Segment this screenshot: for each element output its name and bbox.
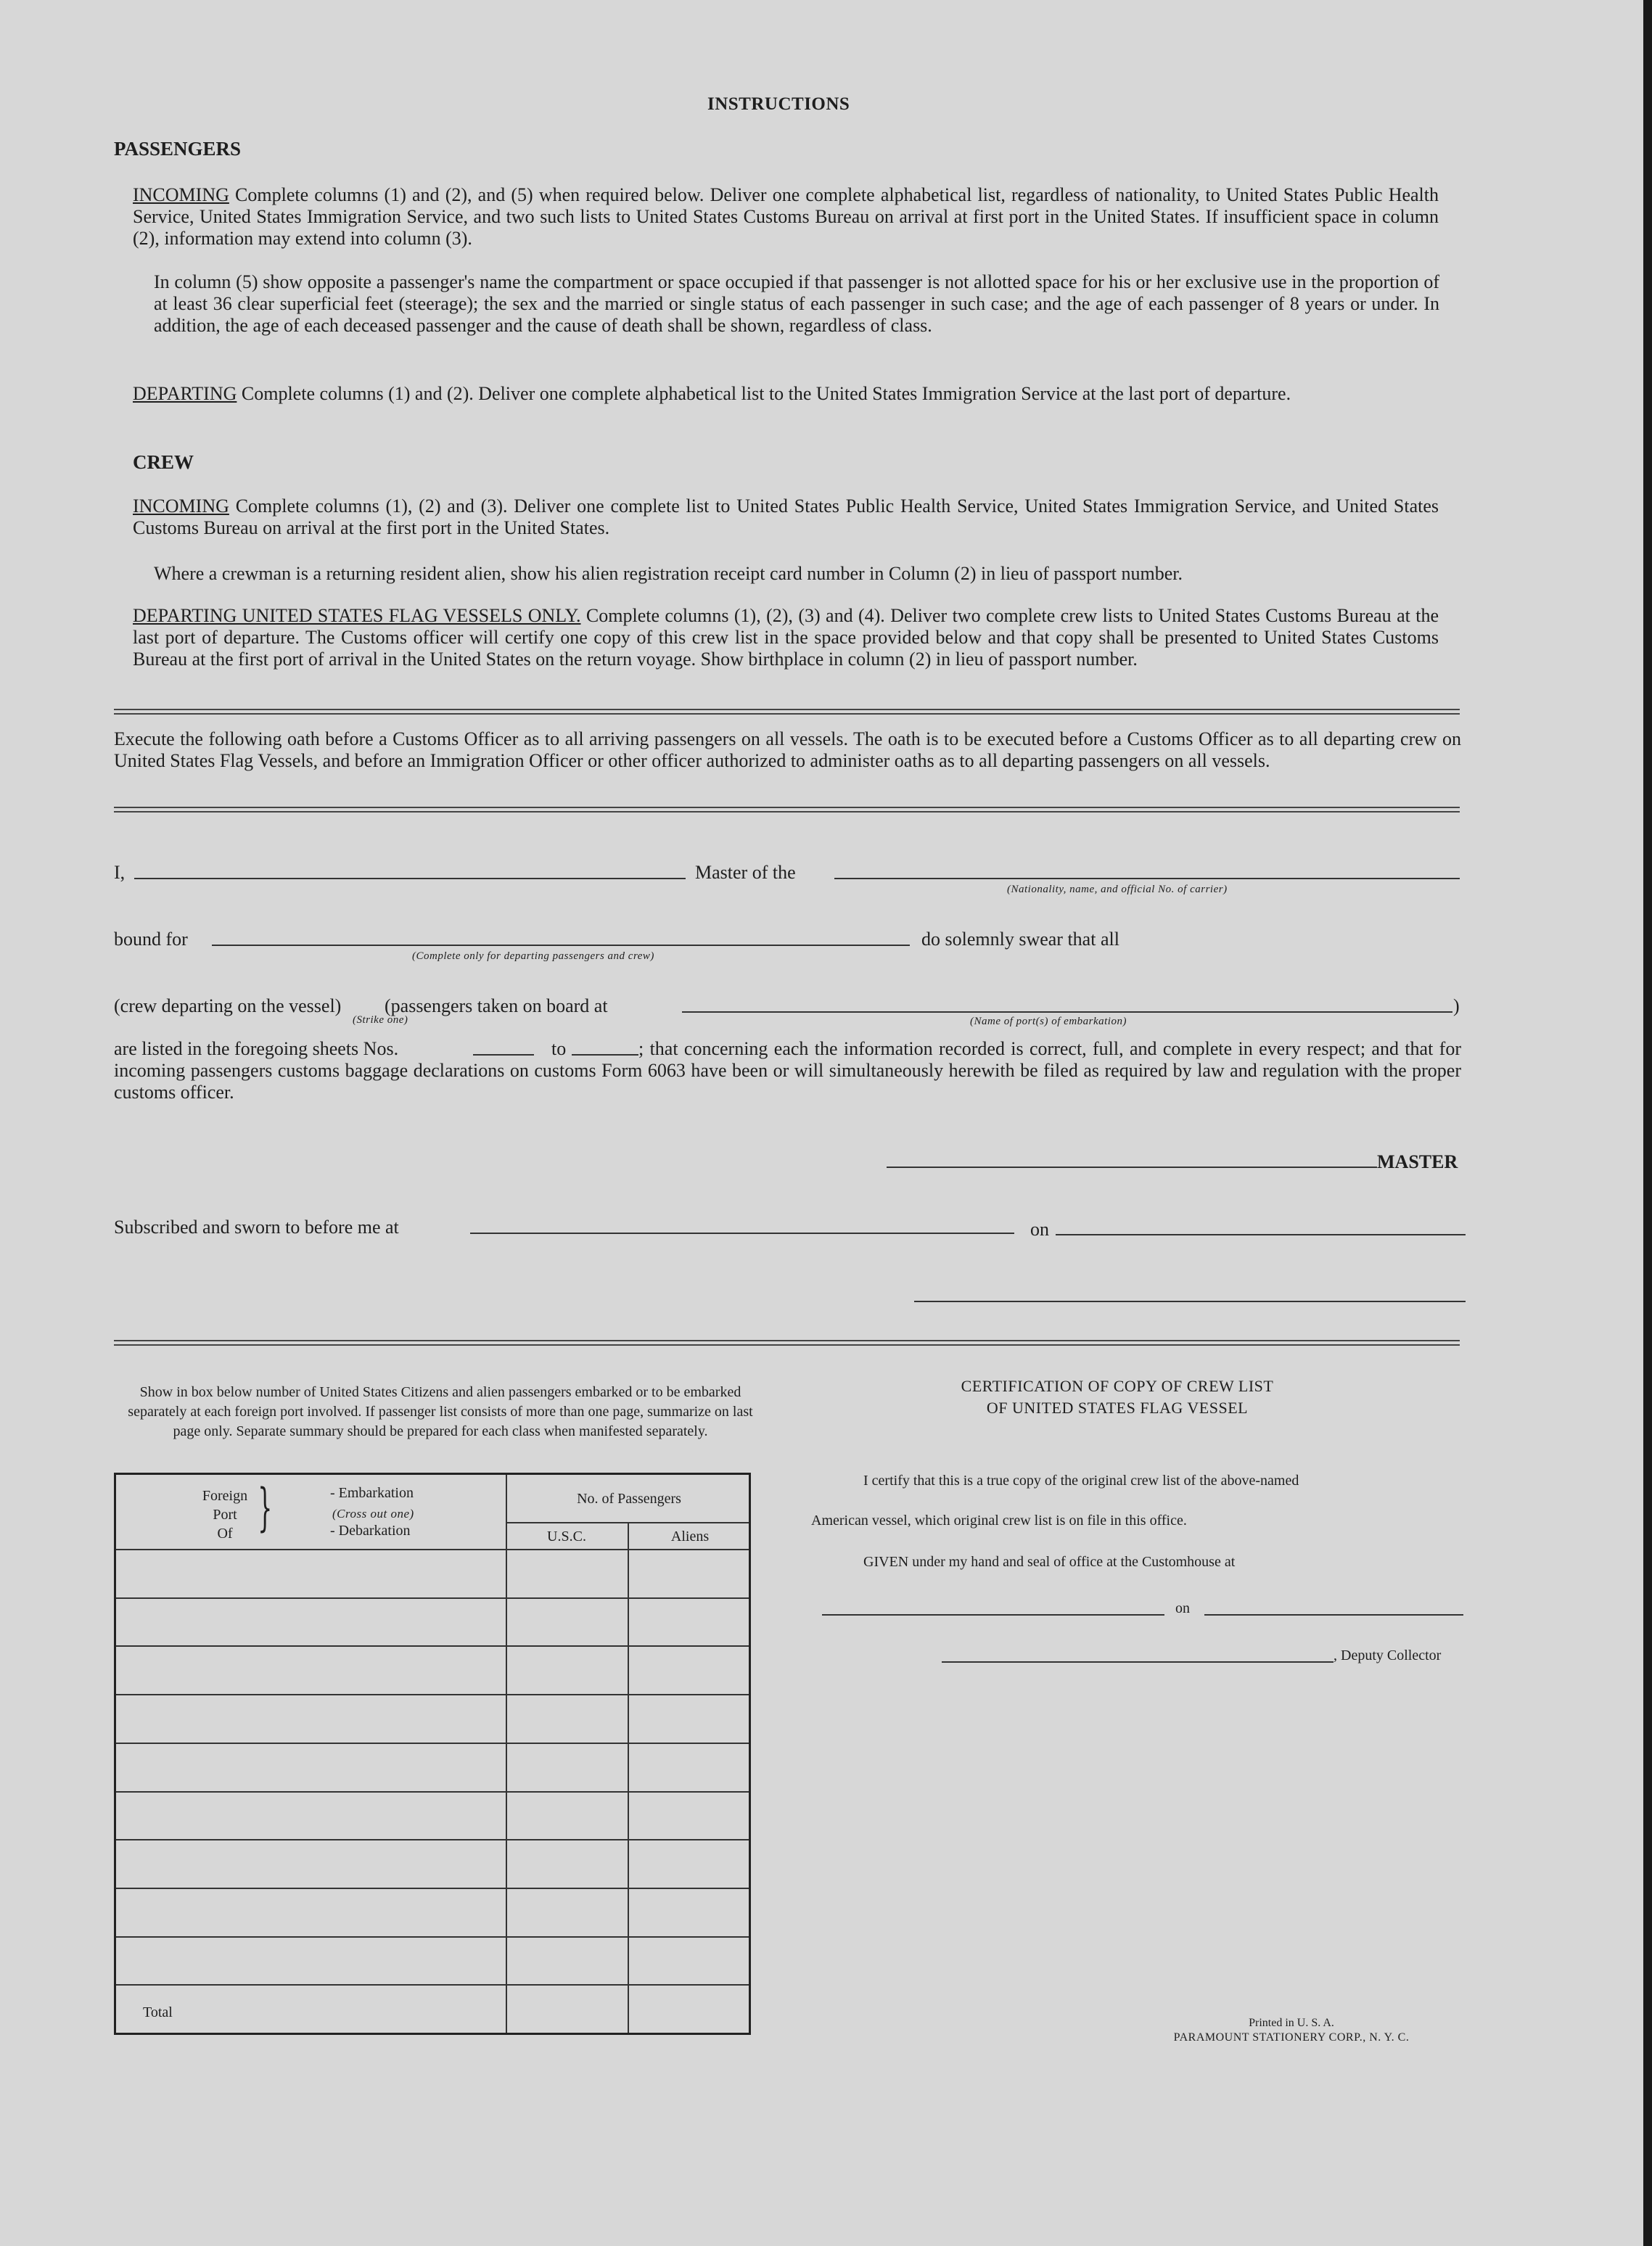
embarkation-port-hint: (Name of port(s) of embarkation) (970, 1016, 1127, 1027)
master-of-the-label: Master of the (695, 862, 796, 883)
listed-sheets-label: are listed in the foregoing sheets Nos. (114, 1038, 399, 1059)
printer-line2: PARAMOUNT STATIONERY CORP., N. Y. C. (1173, 2031, 1410, 2044)
strike-one-hint: (Strike one) (353, 1014, 408, 1026)
listed-to-label: to (551, 1038, 567, 1059)
certify-line2: American vessel, which original crew list is on file in this office. (811, 1513, 1187, 1529)
oath-i-label: I, (114, 862, 126, 883)
table-row[interactable] (116, 1839, 749, 1840)
carrier-line[interactable] (834, 878, 1460, 879)
table-header-line (116, 1549, 749, 1550)
certification-on-label: on (1175, 1600, 1190, 1616)
table-row[interactable] (116, 1645, 749, 1647)
crew-incoming-paragraph (133, 495, 1439, 539)
crew-resident-paragraph: Where a crewman is a returning resident alien, show his alien registration receipt card number in Column (2) in lieu of passport number. (154, 563, 1183, 584)
crew-incoming-text: Complete columns (1), (2) and (3). Deliver one complete list to United States Public Health Service, United States Immigration Service, and United States Customs Bureau on arrival at the first port in the United States. (133, 495, 1439, 538)
passengers-incoming-label: INCOMING (133, 184, 229, 205)
passenger-summary-table (114, 1473, 751, 2035)
master-label: MASTER (1377, 1151, 1458, 1172)
crew-heading: CREW (133, 451, 194, 473)
passengers-heading: PASSENGERS (114, 138, 242, 160)
passengers-incoming-text: Complete columns (1) and (2), and (5) when required below. Deliver one complete alphabetical list, regardless of nationality, to United States Public Health Service, United States Immigration Service, and two such lists to United States Customs Bureau on arrival at first port in the United States. If insufficient space in column (2), information may extend into column (3). (133, 184, 1439, 249)
certification-title-line2: OF UNITED STATES FLAG VESSEL (986, 1399, 1249, 1417)
swear-text: do solemnly swear that all (921, 929, 1119, 950)
table-col-divider (506, 1475, 507, 2033)
cross-out-hint: (Cross out one) (332, 1507, 414, 1521)
subscribed-label: Subscribed and sworn to before me at (114, 1217, 399, 1238)
table-row[interactable] (116, 1694, 749, 1695)
bound-for-label: bound for (114, 929, 188, 950)
certification-date-line[interactable] (1204, 1614, 1463, 1616)
subscribed-date-line[interactable] (1056, 1234, 1466, 1235)
printer-line1: Printed in U. S. A. (1249, 2017, 1334, 2029)
close-paren: ) (1453, 995, 1460, 1016)
crew-flag-label: DEPARTING UNITED STATES FLAG VESSELS ONLY. (133, 605, 581, 626)
passengers-departing-text: Complete columns (1) and (2). Deliver one complete alphabetical list to the United States Immigration Service at the last port of departure. (237, 383, 1291, 404)
summary-note: Show in box below number of United States Citizens and alien passengers embarked or to be embarked separately at each foreign port involved. If passenger list consists of more than one page, summarize on last page only. Separate summary should be prepared for each class when manifested separately. (128, 1384, 753, 1439)
table-row[interactable] (116, 1888, 749, 1889)
listed-sheets-text: ; that concerning each the information recorded is correct, full, and complete in every respect; and that for incoming passengers customs baggage declarations on customs Form 6063 have been or will simultaneously herewith be filed as required by law and regulation with the proper customs officer. (114, 1038, 1461, 1103)
subscribed-on-label: on (1030, 1219, 1049, 1240)
table-row[interactable] (116, 1743, 749, 1744)
embarkation-port-line[interactable] (682, 1011, 1452, 1013)
certification-place-line[interactable] (822, 1614, 1164, 1616)
no-of-passengers-header: No. of Passengers (577, 1491, 681, 1507)
embarkation-option[interactable]: - Embarkation (330, 1485, 414, 1501)
table-row[interactable] (116, 1791, 749, 1793)
master-signature-line[interactable] (887, 1167, 1377, 1168)
table-row[interactable] (116, 1936, 749, 1938)
deputy-signature-line[interactable] (942, 1661, 1333, 1663)
certify-line1: I certify that this is a true copy of the original crew list of the above-named (863, 1473, 1299, 1489)
passengers-column5-paragraph: In column (5) show opposite a passenger's name the compartment or space occupied if that passenger is not allotted space for his or her exclusive use in the proportion of at least 36 clear superficial feet (steerage); the sex and the married or single status of each passenger in such case; and the age of each passenger of 8 years or under. In addition, the age of each deceased passenger and the cause of death shall be shown, regardless of class. (154, 271, 1439, 336)
deputy-collector-label: , Deputy Collector (1333, 1648, 1442, 1663)
divider-double (114, 807, 1460, 813)
officer-signature-line[interactable] (914, 1301, 1466, 1302)
passengers-taken-option[interactable]: (passengers taken on board at (385, 995, 608, 1016)
table-row[interactable] (116, 1984, 749, 1986)
crew-flag-paragraph (133, 605, 1439, 670)
usc-header: U.S.C. (547, 1529, 586, 1544)
certification-title-line1: CERTIFICATION OF COPY OF CREW LIST (961, 1377, 1274, 1395)
page-title: INSTRUCTIONS (707, 94, 850, 114)
carrier-hint: (Nationality, name, and official No. of carrier) (1007, 884, 1228, 895)
debarkation-option[interactable]: - Debarkation (330, 1523, 411, 1539)
table-subheader-line (506, 1522, 749, 1523)
crew-departing-option[interactable]: (crew departing on the vessel) (114, 995, 342, 1016)
passengers-departing-label: DEPARTING (133, 383, 237, 404)
passengers-departing-paragraph (133, 383, 1439, 405)
bound-for-hint: (Complete only for departing passengers and crew) (412, 950, 654, 962)
divider-double (114, 709, 1460, 715)
total-label: Total (143, 2004, 173, 2020)
crew-flag-text: Complete columns (1), (2), (3) and (4). Deliver two complete crew lists to United States Customs Bureau at the last port of departure. The Customs officer will certify one copy of this crew list in the space provided below and that copy shall be presented to United States Customs Bureau at the first port of arrival in the United States on the return voyage. Show birthplace in column (2) in lieu of passport number. (133, 605, 1439, 670)
bound-for-line[interactable] (212, 945, 910, 946)
divider-double (114, 1340, 1460, 1346)
table-row[interactable] (116, 1597, 749, 1599)
foreign-port-of-label: Foreign Port Of (202, 1488, 248, 1542)
crew-incoming-label: INCOMING (133, 495, 229, 517)
oath-intro: Execute the following oath before a Customs Officer as to all arriving passengers on all vessels. The oath is to be executed before a Customs Officer as to all departing crew on United States Flag Vessels, and before an Immigration Officer or other officer authorized to administer oaths as to all departing passengers on all vessels. (114, 728, 1461, 771)
passengers-incoming-paragraph (133, 184, 1439, 250)
given-text: GIVEN under my hand and seal of office at the Customhouse at (863, 1554, 1236, 1570)
aliens-header: Aliens (670, 1529, 710, 1544)
master-name-line[interactable] (134, 878, 686, 879)
brace-icon: } (258, 1478, 273, 1537)
subscribed-place-line[interactable] (470, 1233, 1014, 1234)
